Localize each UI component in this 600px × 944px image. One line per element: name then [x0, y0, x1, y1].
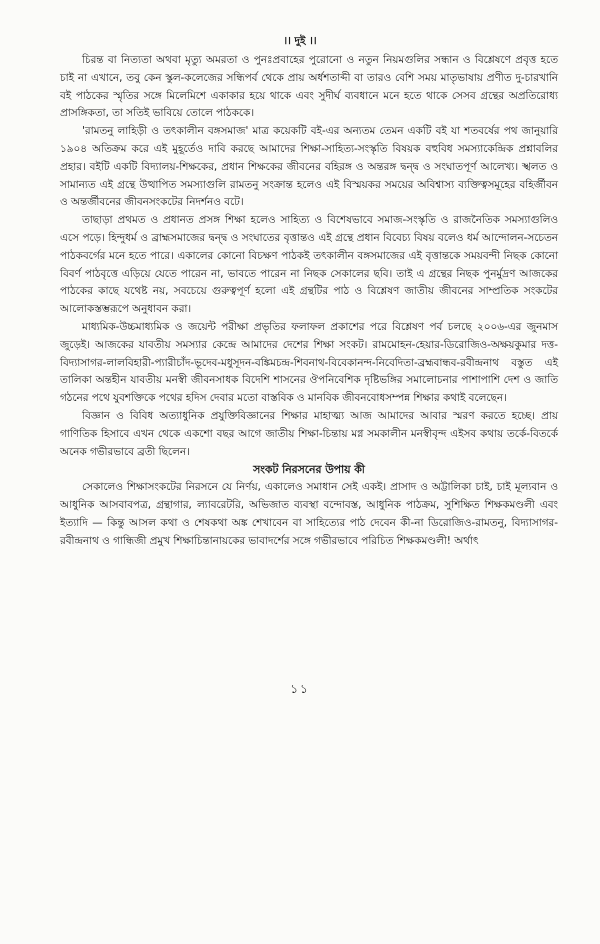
- paragraph: চিরন্ত বা নিত্যতা অথবা মৃত্যু অমরতা ও পুনঃপ্রবাহের পুরোনো ও নতুন নিয়মগুলির সন্ধান ও বিশ্লেষণে প্রবৃত্ত হতে চাই না এখানে, তবু কেন স্কুল-কলেজের সন্ধিপর্ব থেকে প্রায় অর্ধশতাব্দী বা তারও বেশি সময় মাতৃভাষায় প্রণীত দু-চারখানি বই পাঠকের স্মৃতির সঙ্গে মিলেমিশে একাকার হয়ে থাকে এবং সুদীর্ঘ ব্যবধানে মনে হতে থাকে সেসব গ্রন্থের অপ্রতিরোধ্য প্রাসঙ্গিকতা, তা সতিই ভাবিয়ে তোলে পাঠককে।: [60, 54, 558, 120]
- section-heading: সংকট নিরসনের উপায় কী: [253, 463, 365, 477]
- paragraph: বিজ্ঞান ও বিবিধ অত্যাধুনিক প্রযুক্তিবিজ্ঞানের শিক্ষার মাহাত্ম্য আজ আমাদের আবার স্মরণ করতে হচ্ছে। প্রায় গাণিতিক হিসাবে এখন থেকে একশো বছর আগে জাতীয় শিক্ষা-চিন্তায় মগ্ন সমকালীন মনস্বীবৃন্দ এইসব কথায় তর্কে-বিতর্কে অনেক গভীরভাবে ব্রতী ছিলেন।: [60, 409, 558, 458]
- paragraph: সেকালেও শিক্ষাসংকটের নিরসনে যে নির্ণয়, একালেও সমাধান সেই একই। প্রাসাদ ও অট্টালিকা চাই, চাই মূল্যবান ও আধুনিক আসবাবপত্র, গ্রন্থাগার, ল্যাবরেটরি, অভিজাত ব্যবস্থা বন্দোবস্ত, আধুনিক পাঠক্রম, সুশিক্ষিত শিক্ষকমণ্ডলী এবং ইত্যাদি — কিন্তু আসল কথা ও শেষকথা অঙ্ক শেখাবেন বা সাহিত্যের পাঠ দেবেন কী-না ডিরোজিও-রামতনু, বিদ্যাসাগর-রবীন্দ্রনাথ ও গান্ধিজী প্রমুখ শিক্ষাচিন্তানায়কের ভাবাদর্শের সঙ্গে গভীরভাবে পরিচিত শিক্ষকমণ্ডলী! অর্থাৎ: [60, 481, 558, 547]
- paragraph: 'রামতনু লাহিড়ী ও তৎকালীন বঙ্গসমাজ' মাত্র কয়েকটি বই-এর অন্যতম তেমন একটি বই যা শতবর্ষের পথ জানুয়ারি ১৯০৪ অতিক্রম করে এই মুহূর্তেও দাবি করছে আমাদের শিক্ষা-সাহিত্য-সংস্কৃতি বিষয়ক বহুবিধ সমস্যাকেন্দ্রিক প্রশ্নাবলির প্রহার। বইটি একটি বিদ্যালয়-শিক্ষকের, প্রধান শিক্ষকের জীবনের বহিরঙ্গ ও অন্তরঙ্গ দ্বন্দ্ব ও সংঘাতপূর্ণ আলেখ্য। স্খলত ও সামান্যত এই গ্রন্থে উত্থাপিত সমস্যাগুলি রামতনু সংক্রান্ত হলেও এই বিস্ময়কর সময়ের অবিশ্বাস্য ব্যক্তিত্বসমূহের বহির্জীবন ও অন্তর্জীবনের জীবনসংকটের নিদর্শনও বটে।: [60, 125, 558, 209]
- page-number: ১১: [290, 682, 310, 696]
- chapter-marker: ।। দুই ।।: [283, 35, 317, 47]
- paragraph: তাছাড়া প্রথমত ও প্রধানত প্রসঙ্গ শিক্ষা হলেও সাহিত্য ও বিশেষভাবে সমাজ-সংস্কৃতি ও রাজনৈতিক সমস্যাগুলিও এসে পড়ে। হিন্দুধর্ম ও ব্রাহ্মসমাজের দ্বন্দ্ব ও সংঘাতের বৃত্তান্তও এই গ্রন্থে প্রধান বিবেচ্য বিষয় বলেও ধর্ম আন্দোলন-সচেতন পাঠকবর্গের মনে হতে পারে। একালের কোনো বিচক্ষণ পাঠকই তৎকালীন বঙ্গসমাজের এই বৃত্তান্তকে সময়বন্দী নিছক কোনো বিবর্ণ পাঠবৃত্তে এড়িয়ে যেতে পারেন না, ভাবতে পারেন না নিছক সেকালের ছবি। তাই এ গ্রন্থের নিছক পুনর্মুদ্রণ আজকের পাঠকের কাছে যথেষ্ট নয়, সবচেয়ে গুরুত্বপূর্ণ হলো এই গ্রন্থটির পাঠ ও বিশ্লেষণ জাতীয় জীবনের সাম্প্রতিক সংকটের আলোকস্তম্ভরূপে অনুধাবন করা।: [60, 214, 558, 316]
- body-text: [60, 52, 558, 550]
- paragraph: মাধ্যমিক-উচ্চমাধ্যমিক ও জয়েন্ট পরীক্ষা প্রভৃতির ফলাফল প্রকাশের পরে বিশ্লেষণ পর্ব চলছে ২০০৬-এর জুনমাস জুড়েই। আজকের যাবতীয় সমস্যার কেন্দ্রে আমাদের দেশের শিক্ষা সংকট। রামমোহন-হেয়ার-ডিরোজিও-অক্ষয়কুমার দত্ত-বিদ্যাসাগর-লালবিহারী-প্যারীচাঁদ-ভূদেব-মধুসূদন-বঙ্কিমচন্দ্র-শিবনাথ-বিবেকানন্দ-নিবেদিতা-ব্রহ্মবান্ধব-রবীন্দ্রনাথ বস্তুত এই তালিকা অন্তহীন যাবতীয় মনস্বী জীবনসাধক বিদেশি শাসনের ঔপনিবেশিক দৃষ্টিভঙ্গির সমালোচনার পাশাপাশি দেশ ও জাতি গঠনের পথে যুবশক্তিকে পথের হদিস দেবার মতো বাস্তবিক ও মানবিক জীবনবোধসম্পন্ন শিক্ষার কথাই বলেছেন।: [60, 320, 558, 405]
